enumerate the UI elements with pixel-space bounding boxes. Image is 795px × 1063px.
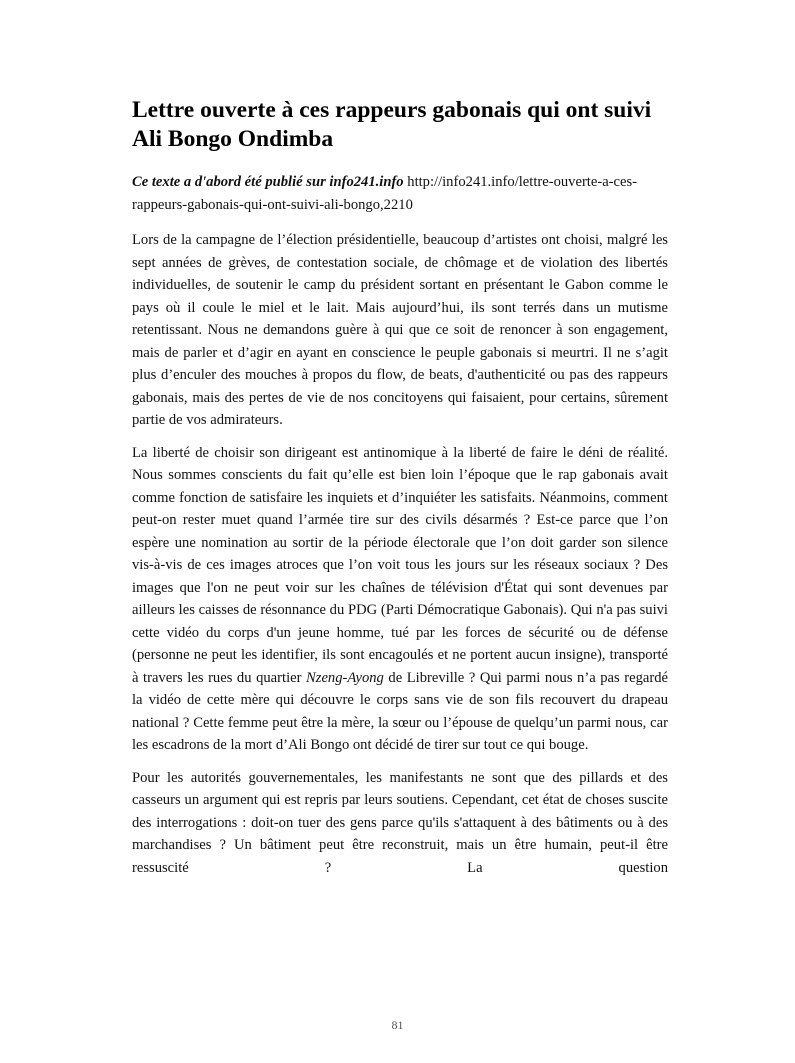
document-page <box>132 96 668 889</box>
paragraph-2 <box>132 442 668 757</box>
article-title: Lettre ouverte à ces rappeurs gabonais qui ont suivi Ali Bongo Ondimba <box>132 97 652 152</box>
paragraph-2-part-2: de Libreville ? Qui parmi nous n’a pas regardé la vidéo de cette mère qui découvre le corps sans vie de son fils recouvert du drapeau national ? Cette femme peut être la mère, la sœur ou l’épouse de quelqu’un parmi nous, car les escadrons de la mort d’Ali Bongo ont décidé de tirer sur tout ce qui bouge. <box>132 669 668 753</box>
source-url-link[interactable]: http://info241.info/lettre-ouverte-a-ces-rappeurs-gabonais-qui-ont-suivi-ali-bongo,2210 <box>132 174 638 213</box>
paragraph-1: Lors de la campagne de l’élection présidentielle, beaucoup d’artistes ont choisi, malgré les sept années de grèves, de contestation sociale, de chômage et de violation des libertés individuelles, de soutenir le camp du président sortant en présentant le Gabon comme le pays où il coule le miel et le lait. Mais aujourd’hui, ils sont terrés dans un mutisme retentissant. Nous ne demandons guère à qui que ce soit de renoncer à son engagement, mais de parler et d’agir en ayant en conscience le peuple gabonais si meurtri. Il ne s’agit plus d’enculer des mouches à propos du flow, de beats, d'authenticité ou pas des rappeurs gabonais, mais des pertes de vie de nos concitoyens qui faisaient, pour certains, sûrement partie de vos admirateurs. <box>132 232 668 428</box>
source-line <box>132 171 668 216</box>
paragraph-3: Pour les autorités gouvernementales, les manifestants ne sont que des pillards et des casseurs un argument qui est repris par leurs soutiens. Cependant, cet état de choses suscite des interrogations : doit-on tuer des gens parce qu'ils s'attaquent à des bâtiments ou à des marchandises ? Un bâtiment peut être reconstruit, mais un être humain, peut-il être ressuscité ? La question <box>132 769 668 876</box>
source-label: Ce texte a d'abord été publié sur info241.info <box>132 174 404 190</box>
paragraph-2-part-1: La liberté de choisir son dirigeant est antinomique à la liberté de faire le déni de réalité. Nous sommes conscients du fait qu’elle est bien loin l’époque que le rap gabonais avait comme fonction de satisfaire les inquiets et d’inquiéter les satisfaits. Néanmoins, comment peut-on rester muet quand l’armée tire sur des civils désarmés ? Est-ce parce que l’on espère une nomination au sortir de la période électorale que l’on doit garder son silence vis-à-vis de ces images atroces que l’on voit tous les jours sur les réseaux sociaux ? Des images que l'on ne peut voir sur les chaînes de télévision d'État qui sont devenues par ailleurs les caisses de résonnance du PDG (Parti Démocratique Gabonais). Qui n'a pas suivi cette vidéo du corps d'un jeune homme, tué par les forces de sécurité ou de défense (personne ne peut les identifier, ils sont encagoulés et ne portent aucun insigne), transporté à travers les rues du quartier <box>132 444 668 686</box>
page-number: 81 <box>391 1018 404 1032</box>
place-name-italic: Nzeng-Ayong <box>306 669 384 686</box>
